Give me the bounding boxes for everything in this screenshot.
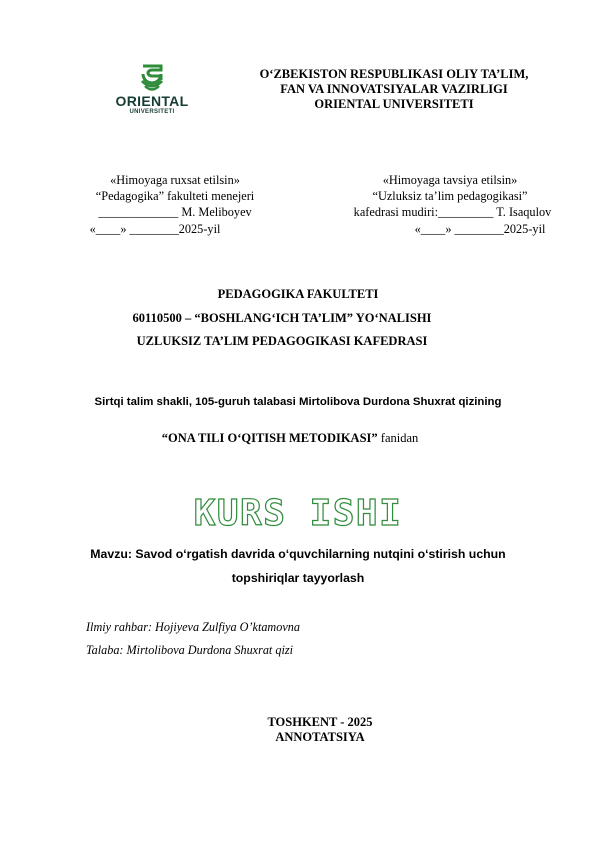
approval-left-line: _____________ M. Meliboyev <box>98 205 252 220</box>
subject-suffix: fanidan <box>377 431 419 445</box>
next-section-title: ANNOTATSIYA <box>275 730 365 744</box>
approval-left-line: «Himoyaga ruxsat etilsin» <box>110 173 240 187</box>
ministry-line-1: O‘ZBEKISTON RESPUBLIKASI OLIY TA’LIM, <box>259 67 529 81</box>
supervisor-line: Ilmiy rahbar: Hojiyeva Zulfiya O’ktamovna <box>86 620 300 634</box>
approval-right-line: «____» ________2025-yil <box>414 221 546 236</box>
approval-right-line: “Uzluksiz ta’lim pedagogikasi” <box>372 189 528 204</box>
oriental-university-emblem-icon <box>139 64 165 92</box>
topic-line-1: Mavzu: Savod o‘rgatish davrida o‘quvchilarning nutqini o‘stirish uchun <box>90 547 506 561</box>
ministry-line-2: FAN VA INNOVATSIYALAR VAZIRLIGI <box>280 82 508 96</box>
approval-left-line: «____» ________2025-yil <box>89 221 221 236</box>
logo-name: ORIENTAL <box>115 93 189 109</box>
approval-right-line: «Himoyaga tavsiya etilsin» <box>382 173 518 187</box>
direction-line: 60110500 – “BOSHLANG‘ICH TA’LIM” YO‘NALISHI <box>132 311 432 325</box>
subject-name: “ONA TILI O‘QITISH METODIKASI” <box>161 431 378 445</box>
student-intro-line: Sirtqi talim shakli, 105-guruh talabasi Mirtolibova Durdona Shuxrat qizining <box>94 396 502 408</box>
ministry-line-3: ORIENTAL UNIVERSITETI <box>314 97 474 111</box>
topic-line-2: topshiriqlar tayyorlash <box>231 571 365 585</box>
approval-block-left <box>70 172 280 237</box>
logo-subtitle: UNIVERSITETI <box>129 109 175 115</box>
department-line: UZLUKSIZ TA’LIM PEDAGOGIKASI KAFEDRASI <box>136 334 428 348</box>
approval-left-line: “Pedagogika” fakulteti menejeri <box>95 189 255 204</box>
work-type-title: KURS ISHI <box>193 493 403 534</box>
approval-block-right <box>330 172 570 237</box>
subject-line <box>0 431 588 446</box>
city-year: TOSHKENT - 2025 <box>267 715 373 729</box>
approval-right-line: kafedrasi mudiri:_________ T. Isaqulov <box>353 205 552 220</box>
university-logo <box>104 64 200 130</box>
faculty-name: PEDAGOGIKA FAKULTETI <box>217 287 379 301</box>
student-line: Talaba: Mirtolibova Durdona Shuxrat qizi <box>86 643 293 657</box>
ministry-header <box>214 67 574 112</box>
